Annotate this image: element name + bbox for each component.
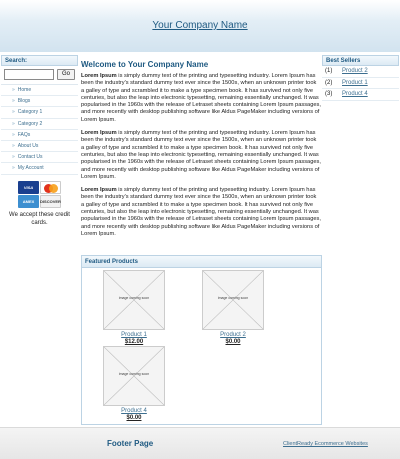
nav-item-label: Home: [17, 87, 32, 94]
site-footer: [0, 427, 400, 459]
nav-item-category-1[interactable]: [1, 107, 78, 118]
image-placeholder-text: image coming soon: [118, 372, 150, 376]
product-card[interactable]: [103, 346, 165, 422]
nav-item-label: Category 2: [17, 120, 43, 127]
intro-paragraph: [81, 130, 321, 181]
image-placeholder-icon: [203, 271, 263, 329]
bullet-icon: »: [12, 154, 15, 161]
nav-item-label: Category 1: [17, 109, 43, 116]
rank-number: (3): [325, 91, 333, 98]
best-seller-item: [322, 78, 399, 90]
discover-card-icon: DISCOVER: [40, 195, 61, 208]
product-image[interactable]: [202, 270, 264, 330]
footer-title: Footer Page: [107, 439, 154, 448]
nav-item-faqs[interactable]: [1, 130, 78, 141]
bullet-icon: »: [12, 120, 15, 127]
intro-paragraph: [81, 187, 321, 238]
paragraph-lead: Lorem Ipsum: [81, 73, 117, 79]
nav-item-label: My Account: [17, 165, 44, 172]
product-card[interactable]: [202, 270, 264, 346]
featured-products-box: [81, 255, 322, 425]
best-seller-item: [322, 89, 399, 101]
main-content: [81, 60, 321, 244]
paragraph-text: is simply dummy text of the printing and typesetting industry. Lorem Ipsum has been the industry's standard dummy text ever since the 1500s, when an unknown printer took a galley of type and scrambled it to make a type specimen book. It has survived not only five centuries, but also the leap into electronic typesetting, remaining essentially unchanged. It was popularised in the 1960s with the release of Letraset sheets containing Lorem Ipsum passages, and more recently with desktop publishing software like Aldus PageMaker including versions of Lorem Ipsum.: [81, 187, 321, 237]
accepted-cards-text: We accept these credit cards.: [9, 211, 70, 226]
image-placeholder-icon: [104, 347, 164, 405]
nav-item-category-2[interactable]: [1, 119, 78, 130]
bullet-icon: »: [12, 109, 15, 116]
nav-item-about-us[interactable]: [1, 141, 78, 152]
left-sidebar: [1, 55, 78, 227]
product-image[interactable]: [103, 270, 165, 330]
best-seller-link[interactable]: Product 2: [342, 68, 368, 75]
best-seller-item: [322, 66, 399, 78]
product-name-link[interactable]: Product 2: [220, 332, 246, 338]
best-seller-link[interactable]: Product 4: [342, 91, 368, 98]
site-title-link[interactable]: Your Company Name: [152, 20, 248, 31]
nav-item-blogs[interactable]: [1, 96, 78, 107]
bullet-icon: »: [12, 143, 15, 150]
image-placeholder-icon: [104, 271, 164, 329]
search-input[interactable]: [4, 69, 54, 80]
nav-item-contact-us[interactable]: [1, 152, 78, 163]
site-header: [0, 0, 400, 52]
product-card[interactable]: [103, 270, 165, 346]
best-seller-link[interactable]: Product 1: [342, 79, 368, 86]
product-name-link[interactable]: Product 4: [121, 408, 147, 414]
bullet-icon: »: [12, 98, 15, 105]
bullet-icon: »: [12, 165, 15, 172]
intro-paragraph: [81, 73, 321, 124]
product-price: $0.00: [225, 339, 241, 345]
footer-credit-link[interactable]: ClientReady Ecommerce Websites: [283, 441, 368, 447]
nav-item-label: FAQs: [17, 131, 31, 138]
amex-card-icon: AMEX: [18, 195, 39, 208]
paragraph-lead: Lorem Ipsum: [81, 187, 117, 194]
paragraph-text: is simply dummy text of the printing and typesetting industry. Lorem Ipsum has been the industry's standard dummy text ever since the 1500s, when an unknown printer took a galley of type and scrambled it to make a type specimen book. It has survived not only five centuries, but also the leap into electronic typesetting, remaining essentially unchanged. It was popularised in the 1960s with the release of Letraset sheets containing Lorem Ipsum passages, and more recently with desktop publishing software like Aldus PageMaker including versions of Lorem Ipsum.: [81, 73, 321, 123]
credit-card-logos: [18, 181, 62, 208]
product-image[interactable]: [103, 346, 165, 406]
nav-item-label: Blogs: [17, 98, 31, 105]
bullet-icon: »: [12, 87, 15, 94]
image-placeholder-text: image coming soon: [217, 296, 249, 300]
search-label: Search:: [1, 55, 78, 66]
search-row: [1, 66, 78, 84]
bullet-icon: »: [12, 131, 15, 138]
image-placeholder-text: image coming soon: [118, 296, 150, 300]
product-price: $0.00: [126, 415, 142, 421]
nav-item-label: About Us: [17, 143, 39, 150]
rank-number: (1): [325, 68, 333, 75]
featured-products-heading: Featured Products: [82, 256, 321, 268]
paragraph-lead: Lorem Ipsum: [81, 130, 117, 137]
nav-item-home[interactable]: [1, 85, 78, 96]
rank-number: (2): [325, 79, 333, 86]
visa-card-icon: VISA: [18, 181, 39, 194]
best-sellers-list: [322, 66, 399, 101]
best-sellers-heading: Best Sellers: [322, 55, 399, 66]
go-button[interactable]: Go: [57, 69, 75, 80]
product-price: $12.00: [124, 339, 144, 345]
nav-item-my-account[interactable]: [1, 163, 78, 174]
right-sidebar: [322, 55, 399, 101]
mastercard-card-icon: [40, 181, 61, 194]
paragraph-text: is simply dummy text of the printing and typesetting industry. Lorem Ipsum has been the industry's standard dummy text ever since the 1500s, when an unknown printer took a galley of type and scrambled it to make a type specimen book. It has survived not only five centuries, but also the leap into electronic typesetting, remaining essentially unchanged. It was popularised in the 1960s with the release of Letraset sheets containing Lorem Ipsum passages, and more recently with desktop publishing software like Aldus PageMaker including versions of Lorem Ipsum.: [81, 130, 321, 180]
product-name-link[interactable]: Product 1: [121, 332, 147, 338]
category-nav: [1, 84, 78, 175]
page-title: Welcome to Your Company Name: [81, 60, 209, 69]
nav-item-label: Contact Us: [17, 154, 43, 161]
